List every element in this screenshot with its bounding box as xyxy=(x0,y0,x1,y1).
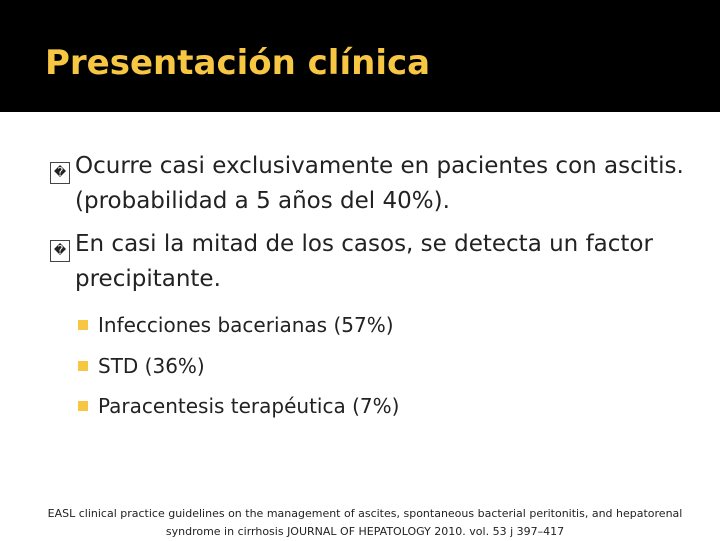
sub-bullet-item xyxy=(78,352,205,380)
sub-bullet-text: STD (36%) xyxy=(98,354,205,378)
square-bullet-icon xyxy=(78,320,88,330)
reference-line-2: syndrome in cirrhosis JOURNAL OF HEPATOLOGY 2010. vol. 53 j 397–417 xyxy=(165,525,565,538)
square-bullet-icon xyxy=(78,401,88,411)
sub-bullet-text: Paracentesis terapéutica (7%) xyxy=(98,394,400,418)
sub-bullet-item xyxy=(78,392,399,420)
slide-title: Presentación clínica xyxy=(45,43,431,83)
bullet-text: En casi la mitad de los casos, se detecta un factor precipitante. xyxy=(75,231,653,292)
sub-bullet-text: Infecciones bacerianas (57%) xyxy=(98,313,394,337)
bullet-item xyxy=(50,227,690,296)
reference-footnote xyxy=(20,505,710,541)
bullet-item xyxy=(50,149,690,218)
bullet-marker-icon: � xyxy=(50,162,70,184)
bullet-marker-icon: � xyxy=(50,240,70,262)
bullet-text: Ocurre casi exclusivamente en pacientes con ascitis. (probabilidad a 5 años del 40%). xyxy=(75,153,684,214)
sub-bullet-item xyxy=(78,311,394,339)
square-bullet-icon xyxy=(78,361,88,371)
reference-line-1: EASL clinical practice guidelines on the management of ascites, spontaneous bacterial peritonitis, and hepatorenal xyxy=(47,507,683,520)
